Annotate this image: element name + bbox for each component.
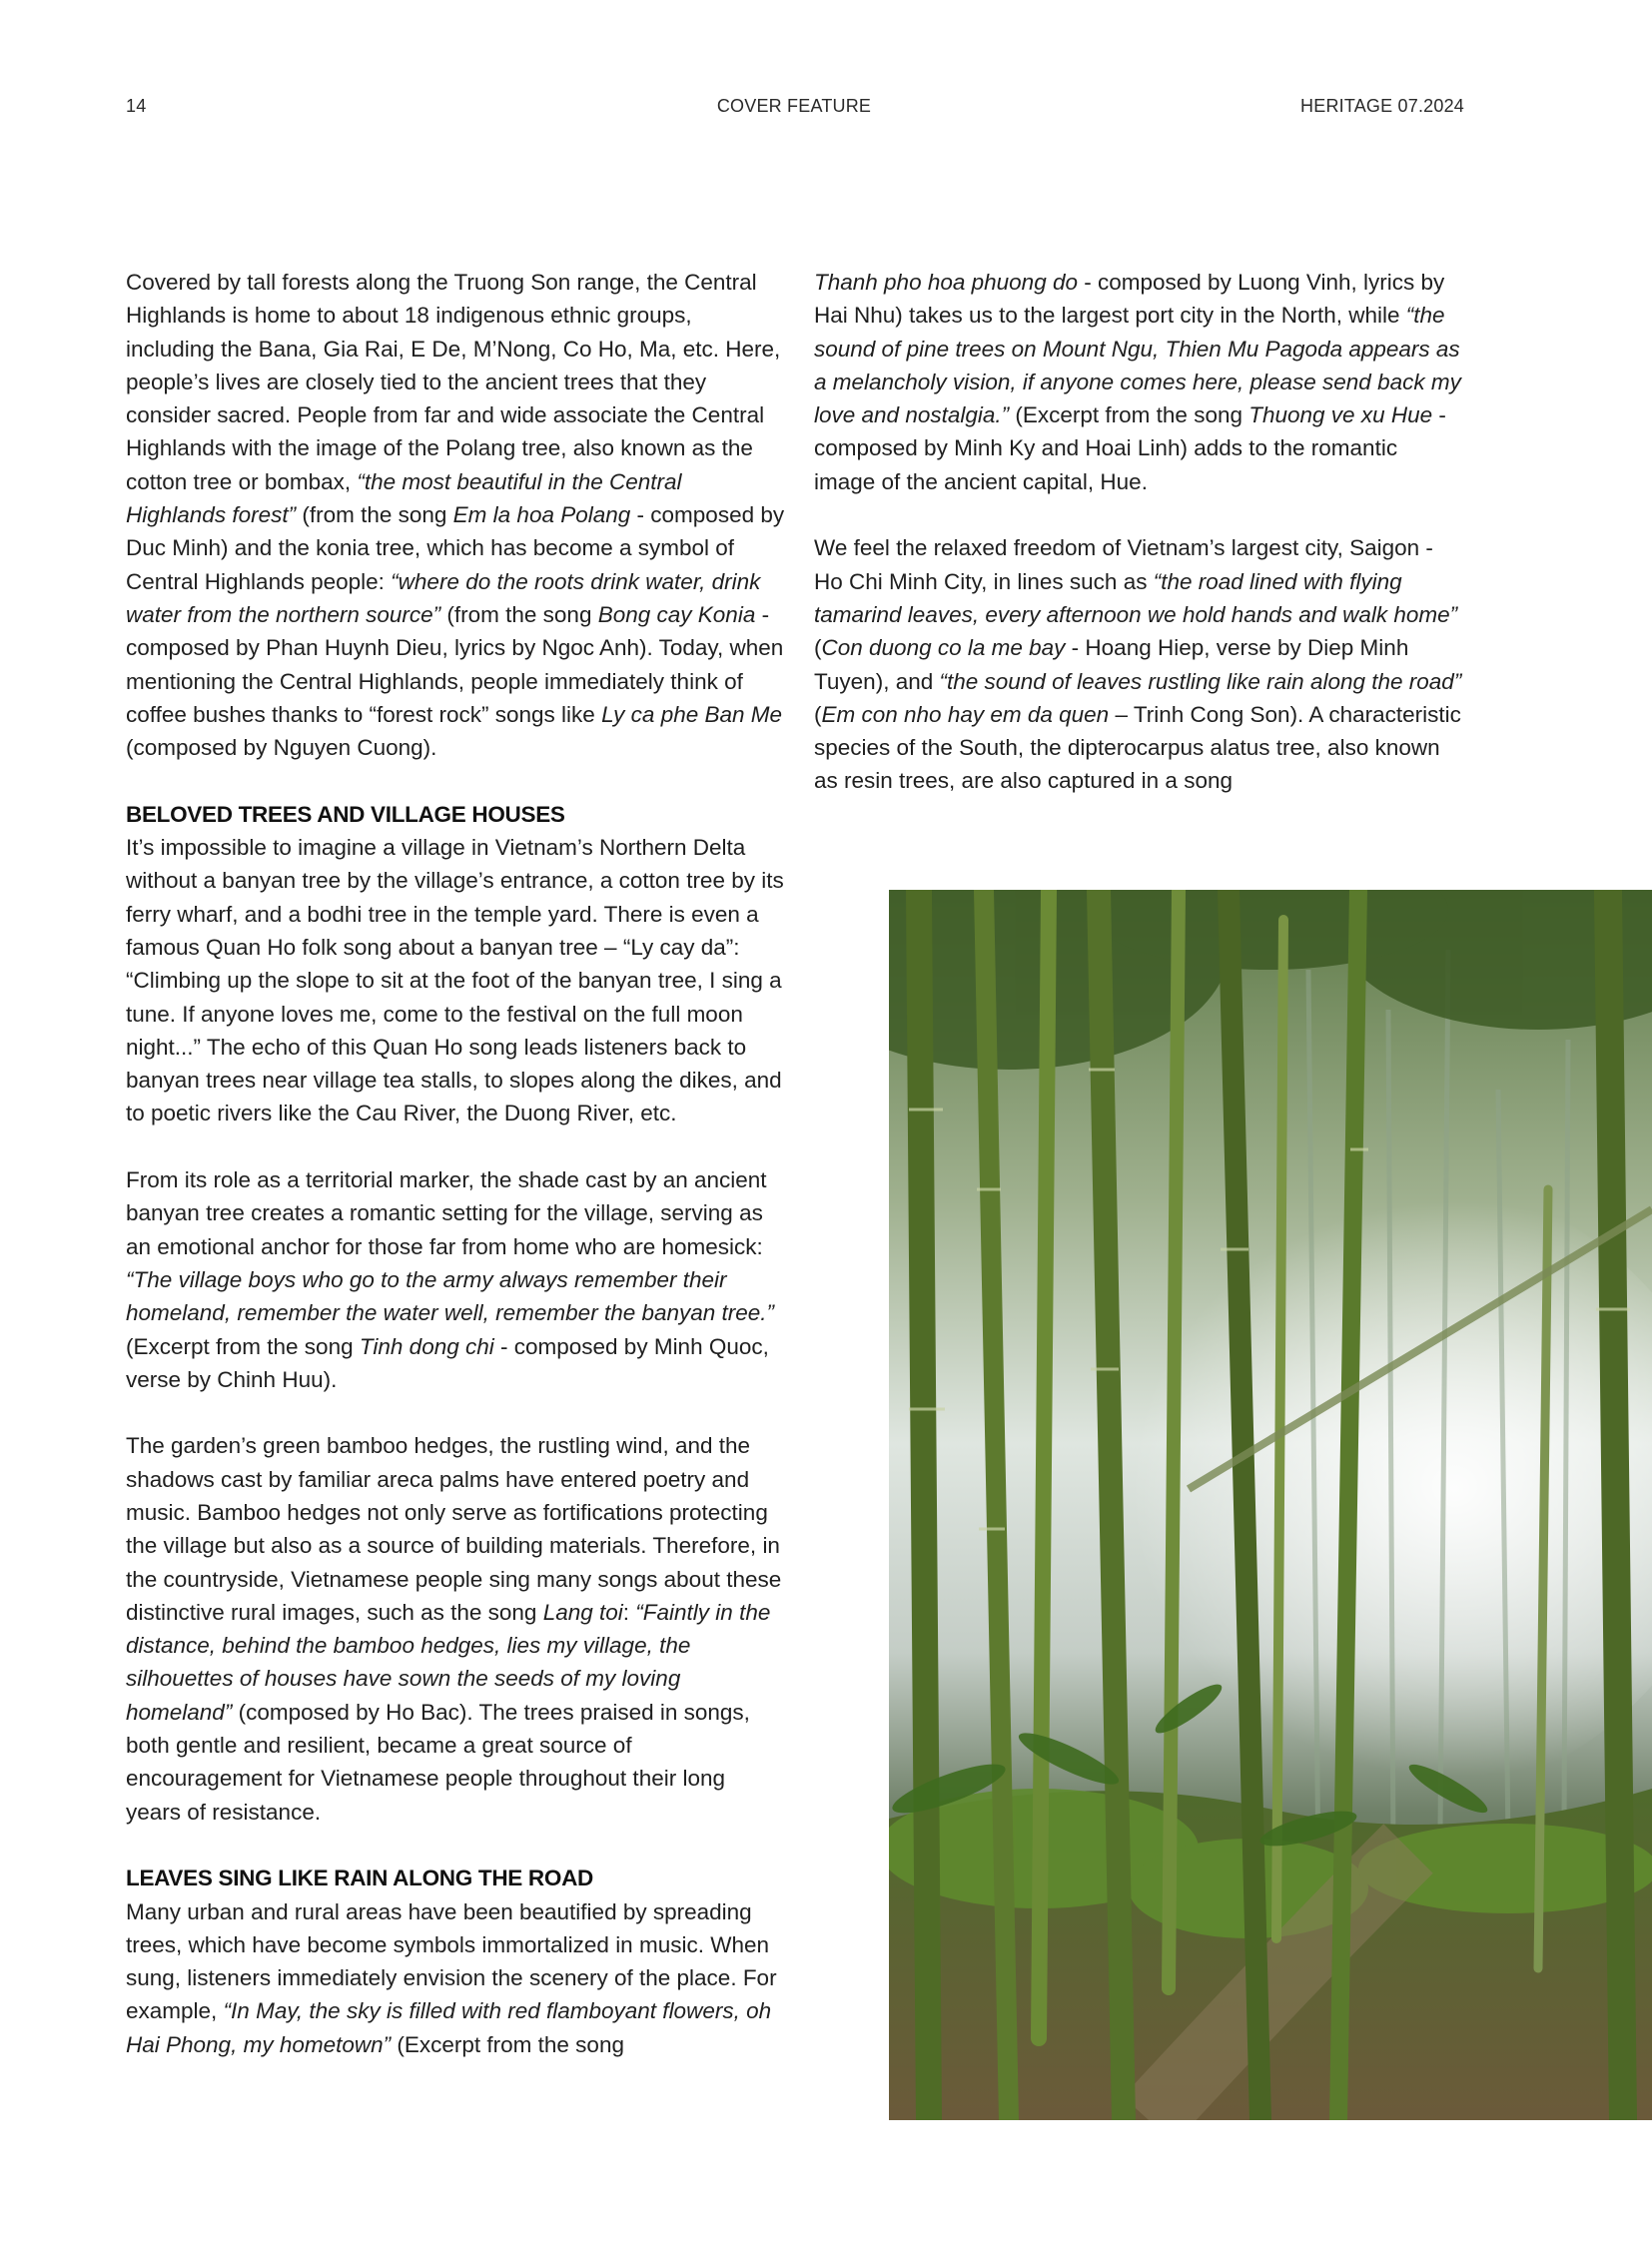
paragraph-territorial-marker: From its role as a territorial marker, the shade cast by an ancient banyan tree creates a romantic setting for the village, serving as an emotional anchor for those far from home who are homesick: “The village boys who go to the army always remember their homeland, remember the water well, remember the banyan tree.” (Excerpt from the song Tinh dong chi - composed by Minh Quoc, verse by Chinh Huu). <box>126 1167 775 1392</box>
bamboo-forest-photo <box>889 890 1652 2120</box>
heading-leaves-sing: LEAVES SING LIKE RAIN ALONG THE ROAD <box>126 1866 593 1891</box>
paragraph-hai-phong-hue: Thanh pho hoa phuong do - composed by Luong Vinh, lyrics by Hai Nhu) takes us to the largest port city in the North, while “the sound of pine trees on Mount Ngu, Thien Mu Pagoda appears as a melancholy vision, if anyone comes here, please send back my love and nostalgia.” (Excerpt from the song Thuong ve xu Hue - composed by Minh Ky and Hoai Linh) adds to the romantic image of the ancient capital, Hue. <box>814 270 1461 494</box>
bamboo-forest-illustration <box>889 890 1652 2120</box>
section-label: COVER FEATURE <box>716 96 872 116</box>
left-column <box>126 266 785 2061</box>
paragraph-bamboo-hedges: The garden’s green bamboo hedges, the rustling wind, and the shadows cast by familiar areca palms have entered poetry and music. Bamboo hedges not only serve as fortifications protecting the village but also as a source of building materials. Therefore, in the countryside, Vietnamese people sing many songs about these distinctive rural images, such as the song Lang toi: “Faintly in the distance, behind the bamboo hedges, lies my village, the silhouettes of houses have sown the seeds of my loving homeland” (composed by Ho Bac). The trees praised in songs, both gentle and resilient, became a great source of encouragement for Vietnamese people throughout their long years of resistance. <box>126 1433 782 1825</box>
paragraph-village-banyan: It’s impossible to imagine a village in Vietnam’s Northern Delta without a banyan tree by the village’s entrance, a cotton tree by its ferry wharf, and a bodhi tree in the temple yard. There is even a famous Quan Ho folk song about a banyan tree – “Ly cay da”: “Climbing up the slope to sit at the foot of the banyan tree, I sing a tune. If anyone loves me, come to the festival on the full moon night...” The echo of this Quan Ho song leads listeners back to banyan trees near village tea stalls, to slopes along the dikes, and to poetic rivers like the Cau River, the Duong River, etc. <box>126 835 784 1126</box>
right-column <box>814 266 1463 798</box>
paragraph-urban-trees: Many urban and rural areas have been beautified by spreading trees, which have become symbols immortalized in music. When sung, listeners immediately envision the scenery of the place. For example, “In May, the sky is filled with red flamboyant flowers, oh Hai Phong, my hometown” (Excerpt from the song <box>126 1898 777 2057</box>
paragraph-central-highlands: Covered by tall forests along the Truong Son range, the Central Highlands is home to about 18 indigenous ethnic groups, including the Bana, Gia Rai, E De, M’Nong, Co Ho, Ma, etc. Here, people’s lives are closely tied to the ancient trees that they consider sacred. People from far and wide associate the Central Highlands with the image of the Polang tree, also known as the cotton tree or bombax, “the most beautiful in the Central Highlands forest” (from the song Em la hoa Polang - composed by Duc Minh) and the konia tree, which has become a symbol of Central Highlands people: “where do the roots drink water, drink water from the northern source” (from the song Bong cay Konia - composed by Phan Huynh Dieu, lyrics by Ngoc Anh). Today, when mentioning the Central Highlands, people immediately think of coffee bushes thanks to “forest rock” songs like Ly ca phe Ban Me (composed by Nguyen Cuong). <box>126 270 785 761</box>
heading-beloved-trees: BELOVED TREES AND VILLAGE HOUSES <box>126 801 565 827</box>
page-number: 14 <box>126 96 147 116</box>
paragraph-saigon: We feel the relaxed freedom of Vietnam’s largest city, Saigon - Ho Chi Minh City, in lines such as “the road lined with flying tamarind leaves, every afternoon we hold hands and walk home” (Con duong co la me bay - Hoang Hiep, verse by Diep Minh Tuyen), and “the sound of leaves rustling like rain along the road” (Em con nho hay em da quen – Trinh Cong Son). A characteristic species of the South, the dipterocarpus alatus tree, also known as resin trees, are also captured in a song <box>814 535 1462 794</box>
issue-label: HERITAGE 07.2024 <box>1300 96 1464 116</box>
